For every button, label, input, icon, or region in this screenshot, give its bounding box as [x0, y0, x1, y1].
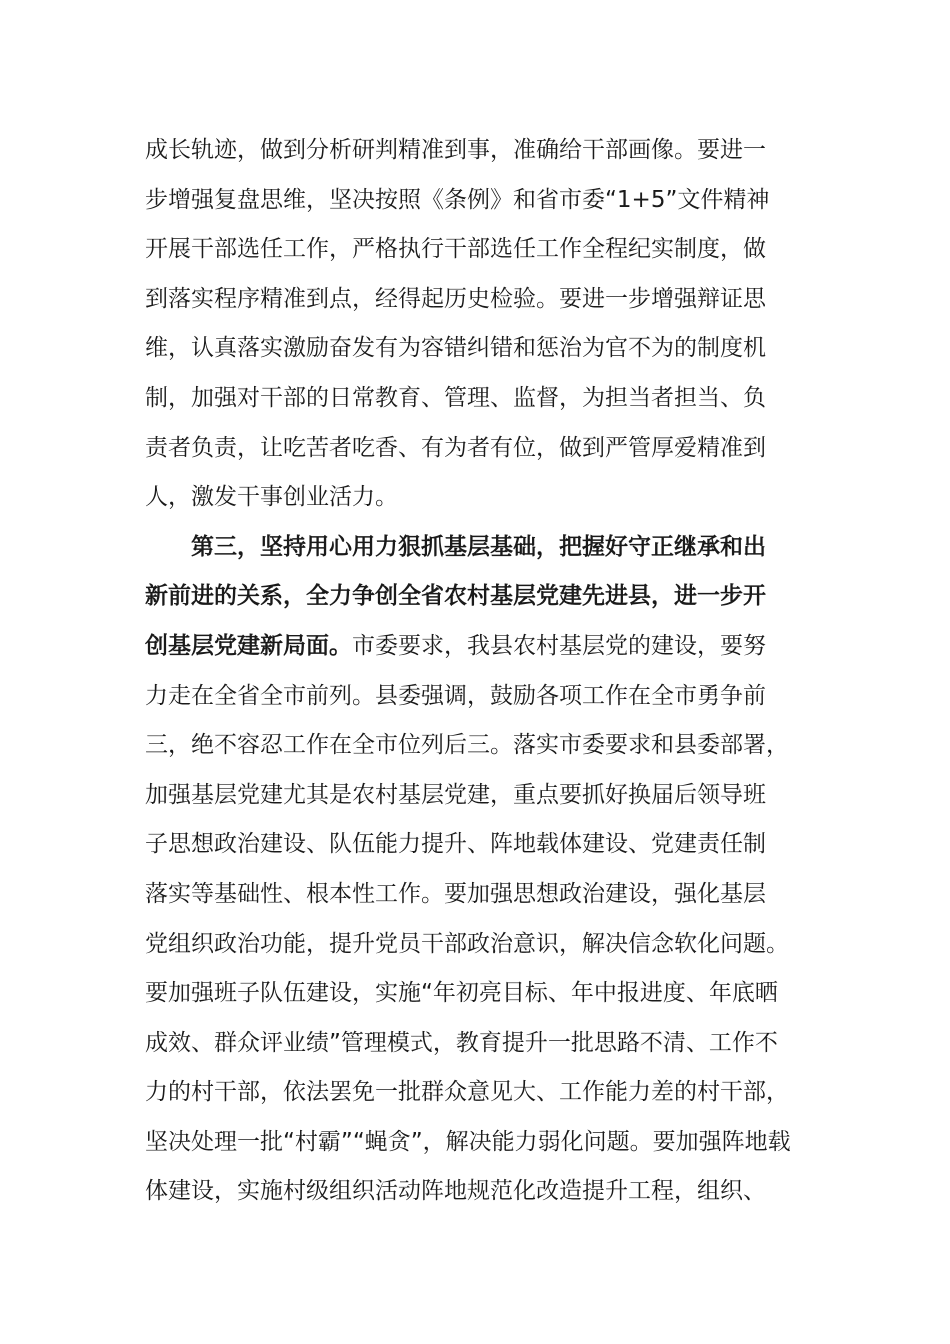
text-line: 到落实程序精准到点，经得起历史检验。要进一步增强辩证思: [145, 285, 766, 312]
text-line: 成长轨迹，做到分析研判精准到事，准确给干部画像。要进一: [145, 137, 766, 163]
text-line: 制，加强对干部的日常教育、管理、监督，为担当者担当、负: [145, 384, 766, 411]
section-heading-line: 新前进的关系，全力争创全省农村基层党建先进县，进一步开: [145, 583, 766, 610]
text-line: 坚决处理一批“村霸”“蝇贪”，解决能力弱化问题。要加强阵地载: [145, 1128, 791, 1155]
text-line: 开展干部选任工作，严格执行干部选任工作全程纪实制度，做: [145, 236, 766, 263]
text-line: 党组织政治功能，提升党员干部政治意识，解决信念软化问题。: [145, 930, 789, 957]
text-line: 成效、群众评业绩”管理模式，教育提升一批思路不清、工作不: [145, 1029, 778, 1056]
document-body: [145, 126, 805, 1217]
text-line: 力的村干部，依法罢免一批群众意见大、工作能力差的村干部，: [145, 1079, 789, 1106]
text-line: 责者负责，让吃苦者吃香、有为者有位，做到严管厚爱精准到: [145, 434, 766, 461]
text-line: 人，激发干事创业活力。: [145, 484, 398, 511]
section-heading-line: 第三，坚持用心用力狠抓基层基础，把握好守正继承和出: [191, 533, 766, 560]
mixed-line: [145, 622, 805, 672]
text-line: 力走在全省全市前列。县委强调，鼓励各项工作在全市勇争前: [145, 682, 766, 709]
paragraph-1: [145, 126, 805, 523]
text-line: 子思想政治建设、队伍能力提升、阵地载体建设、党建责任制: [145, 831, 766, 858]
text-line: 三，绝不容忍工作在全市位列后三。落实市委要求和县委部署，: [145, 732, 789, 759]
text-line: 落实等基础性、根本性工作。要加强思想政治建设，强化基层: [145, 880, 766, 907]
paragraph-2: [145, 523, 805, 1217]
text-line: 体建设，实施村级组织活动阵地规范化改造提升工程，组织、: [145, 1178, 766, 1205]
text-line: 步增强复盘思维，坚决按照《条例》和省市委“1+5”文件精神: [145, 186, 770, 213]
text-line: 要加强班子队伍建设，实施“年初亮目标、年中报进度、年底晒: [145, 980, 778, 1007]
section-heading-end: 创基层党建新局面。: [145, 632, 352, 659]
text-line: 加强基层党建尤其是农村基层党建，重点要抓好换届后领导班: [145, 781, 766, 808]
text-span: 市委要求，我县农村基层党的建设，要努: [352, 632, 766, 659]
text-line: 维，认真落实激励奋发有为容错纠错和惩治为官不为的制度机: [145, 335, 766, 362]
